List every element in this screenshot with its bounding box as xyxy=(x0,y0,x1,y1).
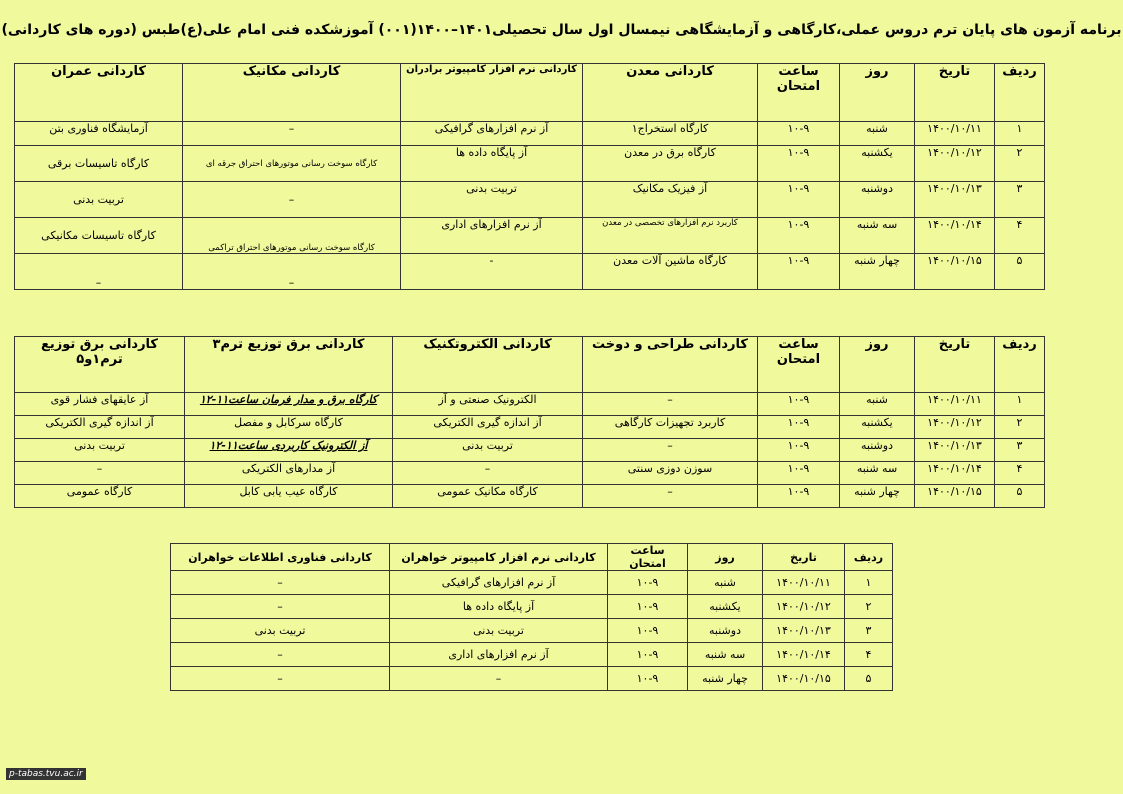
table-row xyxy=(171,667,893,691)
header-cell: کاردانی مکانیک xyxy=(183,64,401,122)
day-cell: شنبه xyxy=(840,122,915,146)
day-cell: یکشنبه xyxy=(840,416,915,439)
row-number: ۲ xyxy=(995,416,1045,439)
table-row xyxy=(15,485,1045,508)
course-cell: – xyxy=(15,462,185,485)
course-cell: تربیت بدنی xyxy=(171,619,390,643)
table-header-row xyxy=(171,544,893,571)
course-cell: آز عایقهای فشار قوی xyxy=(15,393,185,416)
time-cell: ۱۰-۹ xyxy=(758,146,840,182)
day-cell: دوشنبه xyxy=(840,182,915,218)
course-cell: کارگاه برق و مدار فرمان ساعت۱۱-۱۲ xyxy=(185,393,393,416)
row-number: ۱ xyxy=(995,122,1045,146)
day-cell: چهار شنبه xyxy=(688,667,763,691)
course-cell: آزمایشگاه فناوری بتن xyxy=(15,122,183,146)
header-cell: تاریخ xyxy=(763,544,845,571)
header-cell: روز xyxy=(840,64,915,122)
header-cell: کاردانی عمران xyxy=(15,64,183,122)
course-cell: – xyxy=(390,667,608,691)
course-cell: – xyxy=(171,667,390,691)
date-cell: ۱۴۰۰/۱۰/۱۱ xyxy=(763,571,845,595)
table-row xyxy=(15,393,1045,416)
course-cell: – xyxy=(183,122,401,146)
course-cell: کارگاه عیب یابی کابل xyxy=(185,485,393,508)
course-cell: سوزن دوزی سنتی xyxy=(583,462,758,485)
day-cell: دوشنبه xyxy=(840,439,915,462)
row-number: ۴ xyxy=(995,462,1045,485)
course-cell: آز نرم افزارهای اداری xyxy=(390,643,608,667)
header-cell: کاردانی نرم افزار کامپیوتر خواهران xyxy=(390,544,608,571)
date-cell: ۱۴۰۰/۱۰/۱۳ xyxy=(915,182,995,218)
date-cell: ۱۴۰۰/۱۰/۱۴ xyxy=(763,643,845,667)
header-cell: ساعت امتحان xyxy=(608,544,688,571)
course-cell: – xyxy=(183,182,401,218)
course-cell: – xyxy=(583,439,758,462)
date-cell: ۱۴۰۰/۱۰/۱۴ xyxy=(915,462,995,485)
course-cell: کارگاه تاسیسات برقی xyxy=(15,146,183,182)
time-cell: ۱۰-۹ xyxy=(608,571,688,595)
table-header-row xyxy=(15,337,1045,393)
table-row xyxy=(15,146,1045,182)
day-cell: دوشنبه xyxy=(688,619,763,643)
course-cell: تربیت بدنی xyxy=(390,619,608,643)
course-cell: – xyxy=(171,595,390,619)
header-cell: ردیف xyxy=(995,64,1045,122)
table-row xyxy=(171,595,893,619)
course-cell: کارگاه مکانیک عمومی xyxy=(393,485,583,508)
table-header-row xyxy=(15,64,1045,122)
row-number: ۵ xyxy=(995,254,1045,290)
time-cell: ۱۰-۹ xyxy=(758,462,840,485)
day-cell: چهار شنبه xyxy=(840,254,915,290)
row-number: ۳ xyxy=(845,619,893,643)
course-cell: – xyxy=(183,254,401,290)
table-row xyxy=(15,218,1045,254)
course-cell: – xyxy=(583,393,758,416)
header-cell: تاریخ xyxy=(915,64,995,122)
row-number: ۵ xyxy=(995,485,1045,508)
course-cell: آز نرم افزارهای اداری xyxy=(401,218,583,254)
course-cell: – xyxy=(393,462,583,485)
course-cell: - xyxy=(401,254,583,290)
table-row xyxy=(171,619,893,643)
table-row xyxy=(15,182,1045,218)
schedule-table-3 xyxy=(170,543,893,691)
course-cell: آز الکترونیک کاربردی ساعت۱۱-۱۲ xyxy=(185,439,393,462)
row-number: ۲ xyxy=(845,595,893,619)
row-number: ۳ xyxy=(995,439,1045,462)
row-number: ۴ xyxy=(995,218,1045,254)
table-row xyxy=(15,254,1045,290)
day-cell: شنبه xyxy=(840,393,915,416)
time-cell: ۱۰-۹ xyxy=(608,619,688,643)
time-cell: ۱۰-۹ xyxy=(758,122,840,146)
day-cell: چهار شنبه xyxy=(840,485,915,508)
day-cell: سه شنبه xyxy=(688,643,763,667)
course-cell: کارگاه سوخت رسانی موتورهای احتراق جرقه ای xyxy=(183,146,401,182)
row-number: ۱ xyxy=(995,393,1045,416)
day-cell: سه شنبه xyxy=(840,462,915,485)
header-cell: کاردانی برق توزیع ترم۳ xyxy=(185,337,393,393)
course-cell: کاربرد نرم افزارهای تخصصی در معدن xyxy=(583,218,758,254)
row-number: ۴ xyxy=(845,643,893,667)
table-row xyxy=(171,643,893,667)
date-cell: ۱۴۰۰/۱۰/۱۳ xyxy=(763,619,845,643)
course-cell: – xyxy=(15,254,183,290)
course-cell: کارگاه استخراج۱ xyxy=(583,122,758,146)
time-cell: ۱۰-۹ xyxy=(758,485,840,508)
course-cell: آز اندازه گیری الکتریکی xyxy=(15,416,185,439)
table-row xyxy=(15,462,1045,485)
header-cell: کاردانی برق توزیع ترم۱و۵ xyxy=(15,337,185,393)
course-cell: آز نرم افزارهای گرافیکی xyxy=(390,571,608,595)
time-cell: ۱۰-۹ xyxy=(758,439,840,462)
course-cell: آز پایگاه داده ها xyxy=(401,146,583,182)
row-number: ۵ xyxy=(845,667,893,691)
header-cell: ردیف xyxy=(995,337,1045,393)
header-cell: کاردانی فناوری اطلاعات خواهران xyxy=(171,544,390,571)
row-number: ۲ xyxy=(995,146,1045,182)
header-cell: ساعت امتحان xyxy=(758,64,840,122)
course-cell: الکترونیک صنعتی و آز xyxy=(393,393,583,416)
course-cell: کارگاه عمومی xyxy=(15,485,185,508)
header-cell: ردیف xyxy=(845,544,893,571)
day-cell: شنبه xyxy=(688,571,763,595)
course-cell: کارگاه تاسیسات مکانیکی xyxy=(15,218,183,254)
time-cell: ۱۰-۹ xyxy=(758,182,840,218)
course-cell: کارگاه سوخت رسانی موتورهای احتراق تراکمی xyxy=(183,218,401,254)
course-cell: تربیت بدنی xyxy=(393,439,583,462)
header-cell: روز xyxy=(688,544,763,571)
course-cell: کارگاه سرکابل و مفصل xyxy=(185,416,393,439)
time-cell: ۱۰-۹ xyxy=(758,218,840,254)
course-cell: آز فیزیک مکانیک xyxy=(583,182,758,218)
date-cell: ۱۴۰۰/۱۰/۱۲ xyxy=(915,416,995,439)
course-cell: تربیت بدنی xyxy=(15,439,185,462)
table-row xyxy=(15,439,1045,462)
table-row xyxy=(15,122,1045,146)
course-cell: – xyxy=(171,571,390,595)
date-cell: ۱۴۰۰/۱۰/۱۴ xyxy=(915,218,995,254)
schedule-table-2 xyxy=(14,336,1045,508)
course-cell: آز مدارهای الکتریکی xyxy=(185,462,393,485)
day-cell: یکشنبه xyxy=(688,595,763,619)
time-cell: ۱۰-۹ xyxy=(758,393,840,416)
page-title: برنامه آزمون های پایان ترم دروس عملی،کارگاهی و آزمایشگاهی نیمسال اول سال تحصیلی۱۴۰۱–۱۴۰۰(۰۰۱) آموزشکده فنی امام علی(ع)طبس (دوره های کاردانی) xyxy=(1,22,1122,38)
row-number: ۱ xyxy=(845,571,893,595)
day-cell: یکشنبه xyxy=(840,146,915,182)
course-cell: کاربرد تجهیزات کارگاهی xyxy=(583,416,758,439)
time-cell: ۱۰-۹ xyxy=(758,416,840,439)
schedule-table-1 xyxy=(14,63,1045,290)
day-cell: سه شنبه xyxy=(840,218,915,254)
header-cell: ساعت امتحان xyxy=(758,337,840,393)
course-cell: – xyxy=(583,485,758,508)
course-cell: کارگاه برق در معدن xyxy=(583,146,758,182)
time-cell: ۱۰-۹ xyxy=(608,595,688,619)
time-cell: ۱۰-۹ xyxy=(608,667,688,691)
row-number: ۳ xyxy=(995,182,1045,218)
date-cell: ۱۴۰۰/۱۰/۱۵ xyxy=(915,485,995,508)
date-cell: ۱۴۰۰/۱۰/۱۵ xyxy=(763,667,845,691)
date-cell: ۱۴۰۰/۱۰/۱۱ xyxy=(915,122,995,146)
course-cell: آز نرم افزارهای گرافیکی xyxy=(401,122,583,146)
time-cell: ۱۰-۹ xyxy=(608,643,688,667)
course-cell: آز اندازه گیری الکتریکی xyxy=(393,416,583,439)
date-cell: ۱۴۰۰/۱۰/۱۵ xyxy=(915,254,995,290)
course-cell: کارگاه ماشین آلات معدن xyxy=(583,254,758,290)
date-cell: ۱۴۰۰/۱۰/۱۱ xyxy=(915,393,995,416)
header-cell: تاریخ xyxy=(915,337,995,393)
header-cell: کاردانی نرم افزار کامپیوتر برادران xyxy=(401,64,583,122)
time-cell: ۱۰-۹ xyxy=(758,254,840,290)
website-watermark: p-tabas.tvu.ac.ir xyxy=(6,768,86,780)
header-cell: کاردانی معدن xyxy=(583,64,758,122)
header-cell: کاردانی الکتروتکنیک xyxy=(393,337,583,393)
course-cell: تربیت بدنی xyxy=(15,182,183,218)
date-cell: ۱۴۰۰/۱۰/۱۲ xyxy=(763,595,845,619)
header-cell: روز xyxy=(840,337,915,393)
course-cell: – xyxy=(171,643,390,667)
date-cell: ۱۴۰۰/۱۰/۱۲ xyxy=(915,146,995,182)
table-row xyxy=(15,416,1045,439)
date-cell: ۱۴۰۰/۱۰/۱۳ xyxy=(915,439,995,462)
course-cell: آز پایگاه داده ها xyxy=(390,595,608,619)
table-row xyxy=(171,571,893,595)
course-cell: تربیت بدنی xyxy=(401,182,583,218)
header-cell: کاردانی طراحی و دوخت xyxy=(583,337,758,393)
